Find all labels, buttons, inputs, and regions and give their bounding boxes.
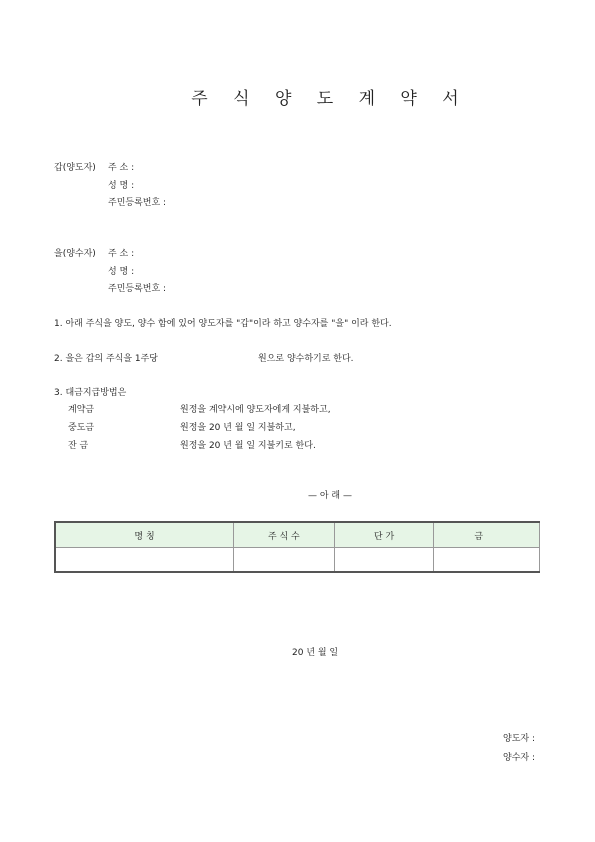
document-title: 주 식 양 도 계 약 서	[191, 89, 469, 109]
clause-2-end: 원으로 양수하기로 한다.	[258, 354, 354, 364]
clause-3: 3. 대금지급방법은	[54, 388, 127, 398]
payment-deposit-text: 원정을 계약시에 양도자에게 지불하고,	[180, 405, 331, 415]
cell-amount[interactable]	[434, 548, 540, 573]
table-header-row	[55, 522, 540, 548]
below-heading: — 아 래 —	[308, 491, 352, 501]
date-line: 20 년 월 일	[292, 648, 339, 658]
header-amount: 금	[434, 522, 540, 548]
payment-interim-label: 중도금	[68, 423, 95, 433]
payment-balance-label: 잔 금	[68, 441, 89, 451]
seller-signature-label: 양도자 :	[503, 734, 535, 744]
seller-prefix: 갑(양도자)	[54, 163, 96, 173]
clause-1: 1. 아래 주식을 양도, 양수 함에 있어 양도자를 "갑"이라 하고 양수자를 "을" 이라 한다.	[54, 319, 392, 329]
buyer-address-label: 주 소 :	[108, 249, 135, 259]
cell-name[interactable]	[55, 548, 234, 573]
table-row	[55, 548, 540, 573]
payment-deposit-label: 계약금	[68, 405, 95, 415]
buyer-prefix: 을(양수자)	[54, 249, 96, 259]
buyer-signature-label: 양수자 :	[503, 753, 535, 763]
header-unit-price: 단 가	[334, 522, 434, 548]
payment-interim-text: 원정을 20 년 월 일 지불하고,	[180, 423, 296, 433]
seller-name-label: 성 명 :	[108, 181, 135, 191]
header-name: 명 칭	[55, 522, 234, 548]
cell-unit-price[interactable]	[334, 548, 434, 573]
header-share-count: 주 식 수	[234, 522, 335, 548]
buyer-id-label: 주민등록번호 :	[108, 284, 167, 294]
buyer-name-label: 성 명 :	[108, 267, 135, 277]
seller-id-label: 주민등록번호 :	[108, 198, 167, 208]
payment-balance-text: 원정을 20 년 월 일 지불키로 한다.	[180, 441, 316, 451]
cell-share-count[interactable]	[234, 548, 335, 573]
clause-2-start: 2. 을은 갑의 주식을 1주당	[54, 354, 159, 364]
seller-address-label: 주 소 :	[108, 163, 135, 173]
shares-table	[54, 521, 540, 573]
